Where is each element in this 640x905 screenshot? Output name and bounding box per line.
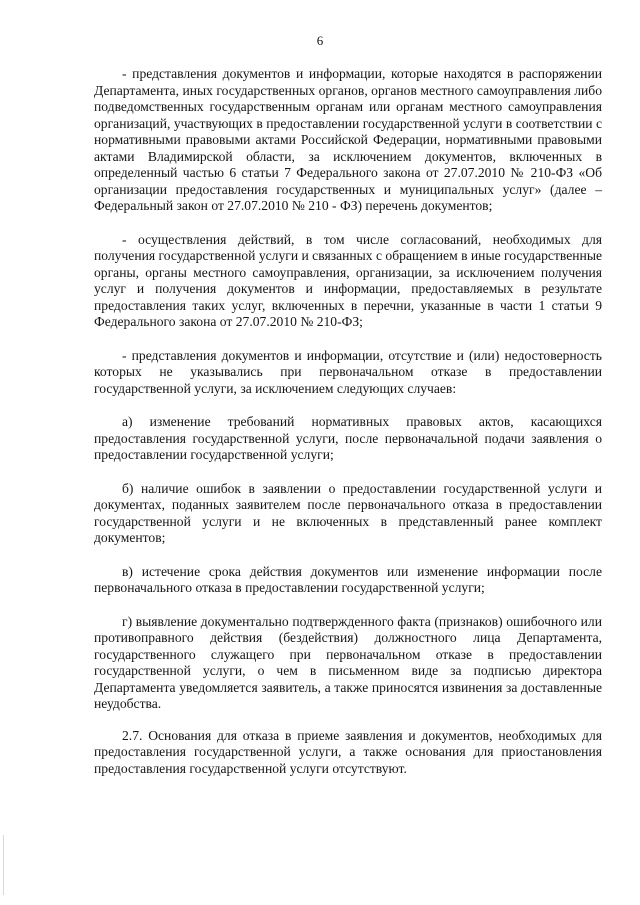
paragraph-case-a: а) изменение требований нормативных правовых актов, касающихся предоставления государственной услуги, после первоначальной подачи заявления о предоставлении государственной услуги; [94, 414, 602, 462]
scan-edge-line [3, 835, 4, 895]
paragraph-gap [94, 597, 602, 614]
paragraph-gap [94, 713, 602, 728]
paragraph-case-g: г) выявление документально подтвержденного факта (признаков) ошибочного или противоправного действия (бездействия) должностного лица Департамента, государственного служащего при первоначальном отказе в предоставлении государственной услуги, о чем в письменном виде за подписью директора Департамента уведомляется заявитель, а также приносятся извинения за доставленные неудобства. [94, 613, 602, 711]
paragraph-documents-not-indicated: - представления документов и информации, отсутствие и (или) недостоверность которых не указывались при первоначальном отказе в предоставлении государственной услуги, за исключением следующих случаев: [94, 347, 602, 396]
paragraph-gap [94, 215, 602, 232]
paragraph-gap [94, 464, 602, 481]
paragraph-case-v: в) истечение срока действия документов или изменение информации после первоначального отказа в предоставлении государственной услуги; [94, 563, 602, 595]
paragraph-case-b: б) наличие ошибок в заявлении о предоставлении государственной услуги и документах, поданных заявителем после первоначального отказа в предоставлении государственной услуги и не включенных в представленный ранее комплект документов; [94, 480, 602, 545]
paragraph-gap [94, 547, 602, 564]
page-number: 6 [316, 33, 324, 48]
document-body [94, 66, 602, 777]
paragraph-gap [94, 331, 602, 348]
paragraph-gap [94, 397, 602, 414]
paragraph-actions-approvals: - осуществления действий, в том числе согласований, необходимых для получения государственной услуги и связанных с обращением в иные государственные органы, органы местного самоуправления, организации, за исключением получения услуг и получения документов и информации, предоставляемых в результате предоставления таких услуг, включенных в перечни, указанные в части 1 статьи 9 Федерального закона от 27.07.2010 № 210-ФЗ; [94, 231, 602, 329]
paragraph-section-2-7: 2.7. Основания для отказа в приеме заявления и документов, необходимых для предоставления государственной услуги, а также основания для приостановления предоставления государственной услуги отсутствуют. [94, 727, 602, 776]
paragraph-documents-in-possession: - представления документов и информации, которые находятся в распоряжении Департамента, иных государственных органов, органов местного самоуправления либо подведомственных государственным органам или органам местного самоуправления организаций, участвующих в предоставлении государственной услуги в соответствии с нормативными правовыми актами Российской Федерации, нормативными правовыми актами Владимирской области, за исключением документов, включенных в определенный частью 6 статьи 7 Федерального закона от 27.07.2010 № 210-ФЗ «Об организации предоставления государственных и муниципальных услуг» (далее – Федеральный закон от 27.07.2010 № 210 - ФЗ) перечень документов; [94, 66, 602, 213]
